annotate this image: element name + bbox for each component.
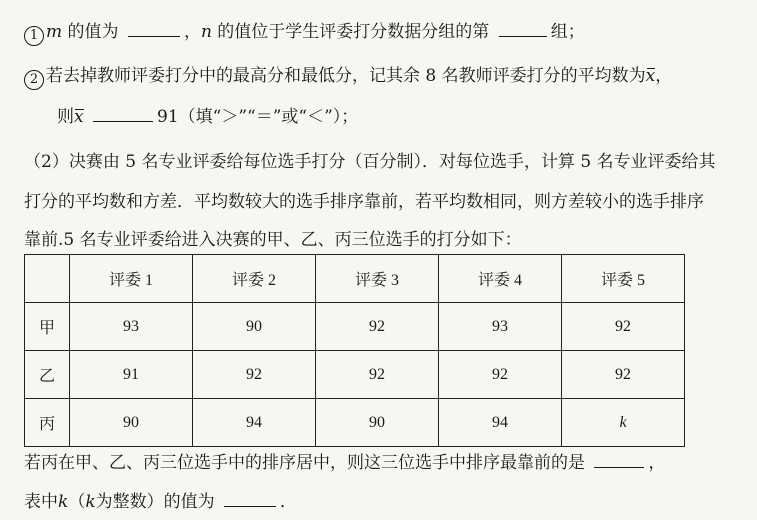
q1-text-c: 的值位于学生评委打分数据分组的第 (217, 22, 490, 42)
table-cell: 93 (439, 303, 562, 351)
part2-line-1: （2）决赛由 5 名专业评委给每位选手打分（百分制）．对每位选手，计算 5 名专业评委给其 (24, 152, 716, 172)
q1-line (24, 21, 585, 46)
table-cell: 92 (562, 351, 685, 399)
closing-text-2a: 表中 (24, 492, 58, 512)
q1-text-d: 组； (550, 22, 585, 42)
closing-tail-1: ， (648, 453, 666, 473)
table-row (25, 351, 685, 399)
circled-number-2: 2 (24, 70, 44, 90)
answer-blank-group[interactable] (499, 22, 547, 37)
table-cell: 91 (70, 351, 193, 399)
table-corner-cell (25, 255, 70, 303)
header-judge-1: 评委 1 (70, 255, 193, 303)
table-cell: 92 (562, 303, 685, 351)
q2-tail: ， (655, 66, 673, 86)
closing-text-1: 若丙在甲、乙、丙三位选手中的排序居中，则这三位选手中排序最靠前的是 (24, 453, 585, 473)
table-cell: 90 (193, 303, 316, 351)
row-label-jia: 甲 (25, 303, 70, 351)
header-judge-4: 评委 4 (439, 255, 562, 303)
xbar-symbol-2: x (74, 107, 84, 127)
table-cell: 92 (316, 303, 439, 351)
table-row (25, 399, 685, 447)
var-n: n (200, 22, 212, 42)
q2-line2-b: （填“＞”“＝”或“＜”）； (178, 107, 359, 127)
closing-text-2c: 为整数）的值为 (95, 492, 215, 512)
score-table (24, 254, 685, 447)
closing-text-2b: （ (68, 492, 86, 512)
table-cell: 90 (70, 399, 193, 447)
xbar-symbol: x (645, 66, 656, 86)
q2-line2-a: 则 (57, 107, 74, 127)
table-header-row (25, 255, 685, 303)
q1-text-b: ， (183, 22, 201, 42)
table-cell: 93 (70, 303, 193, 351)
q2-line2-num: 91 (157, 107, 179, 127)
header-judge-5: 评委 5 (562, 255, 685, 303)
closing-tail-2: ． (280, 492, 298, 512)
closing-line-2 (24, 491, 297, 513)
closing-line-1 (24, 452, 665, 474)
table-cell-k: k (562, 399, 685, 447)
table-row (25, 303, 685, 351)
table-cell: 92 (193, 351, 316, 399)
table-cell: 92 (316, 351, 439, 399)
answer-blank-m[interactable] (128, 22, 180, 37)
circled-number-1: 1 (24, 26, 44, 46)
row-label-bing: 丙 (25, 399, 70, 447)
answer-blank-compare[interactable] (93, 107, 153, 122)
q2-compare-line (57, 106, 358, 128)
part2-line-2: 打分的平均数和方差．平均数较大的选手排序靠前，若平均数相同，则方差较小的选手排序 (24, 192, 704, 212)
row-label-yi: 乙 (25, 351, 70, 399)
table-cell: 90 (316, 399, 439, 447)
table-cell: 94 (193, 399, 316, 447)
table-cell: 94 (439, 399, 562, 447)
q1-text-a: 的值为 (67, 22, 119, 42)
header-judge-2: 评委 2 (193, 255, 316, 303)
answer-blank-first[interactable] (594, 453, 644, 468)
table-cell: 92 (439, 351, 562, 399)
q2-text: 若去掉教师评委打分中的最高分和最低分，记其余 8 名教师评委打分的平均数为 (46, 66, 646, 86)
header-judge-3: 评委 3 (316, 255, 439, 303)
var-k-2: k (85, 492, 96, 512)
answer-blank-k[interactable] (224, 492, 276, 507)
var-m: m (46, 22, 63, 42)
var-k: k (58, 492, 69, 512)
part2-line-3: 靠前.5 名专业评委给进入决赛的甲、乙、丙三位选手的打分如下： (24, 230, 522, 250)
q2-line (24, 65, 672, 90)
